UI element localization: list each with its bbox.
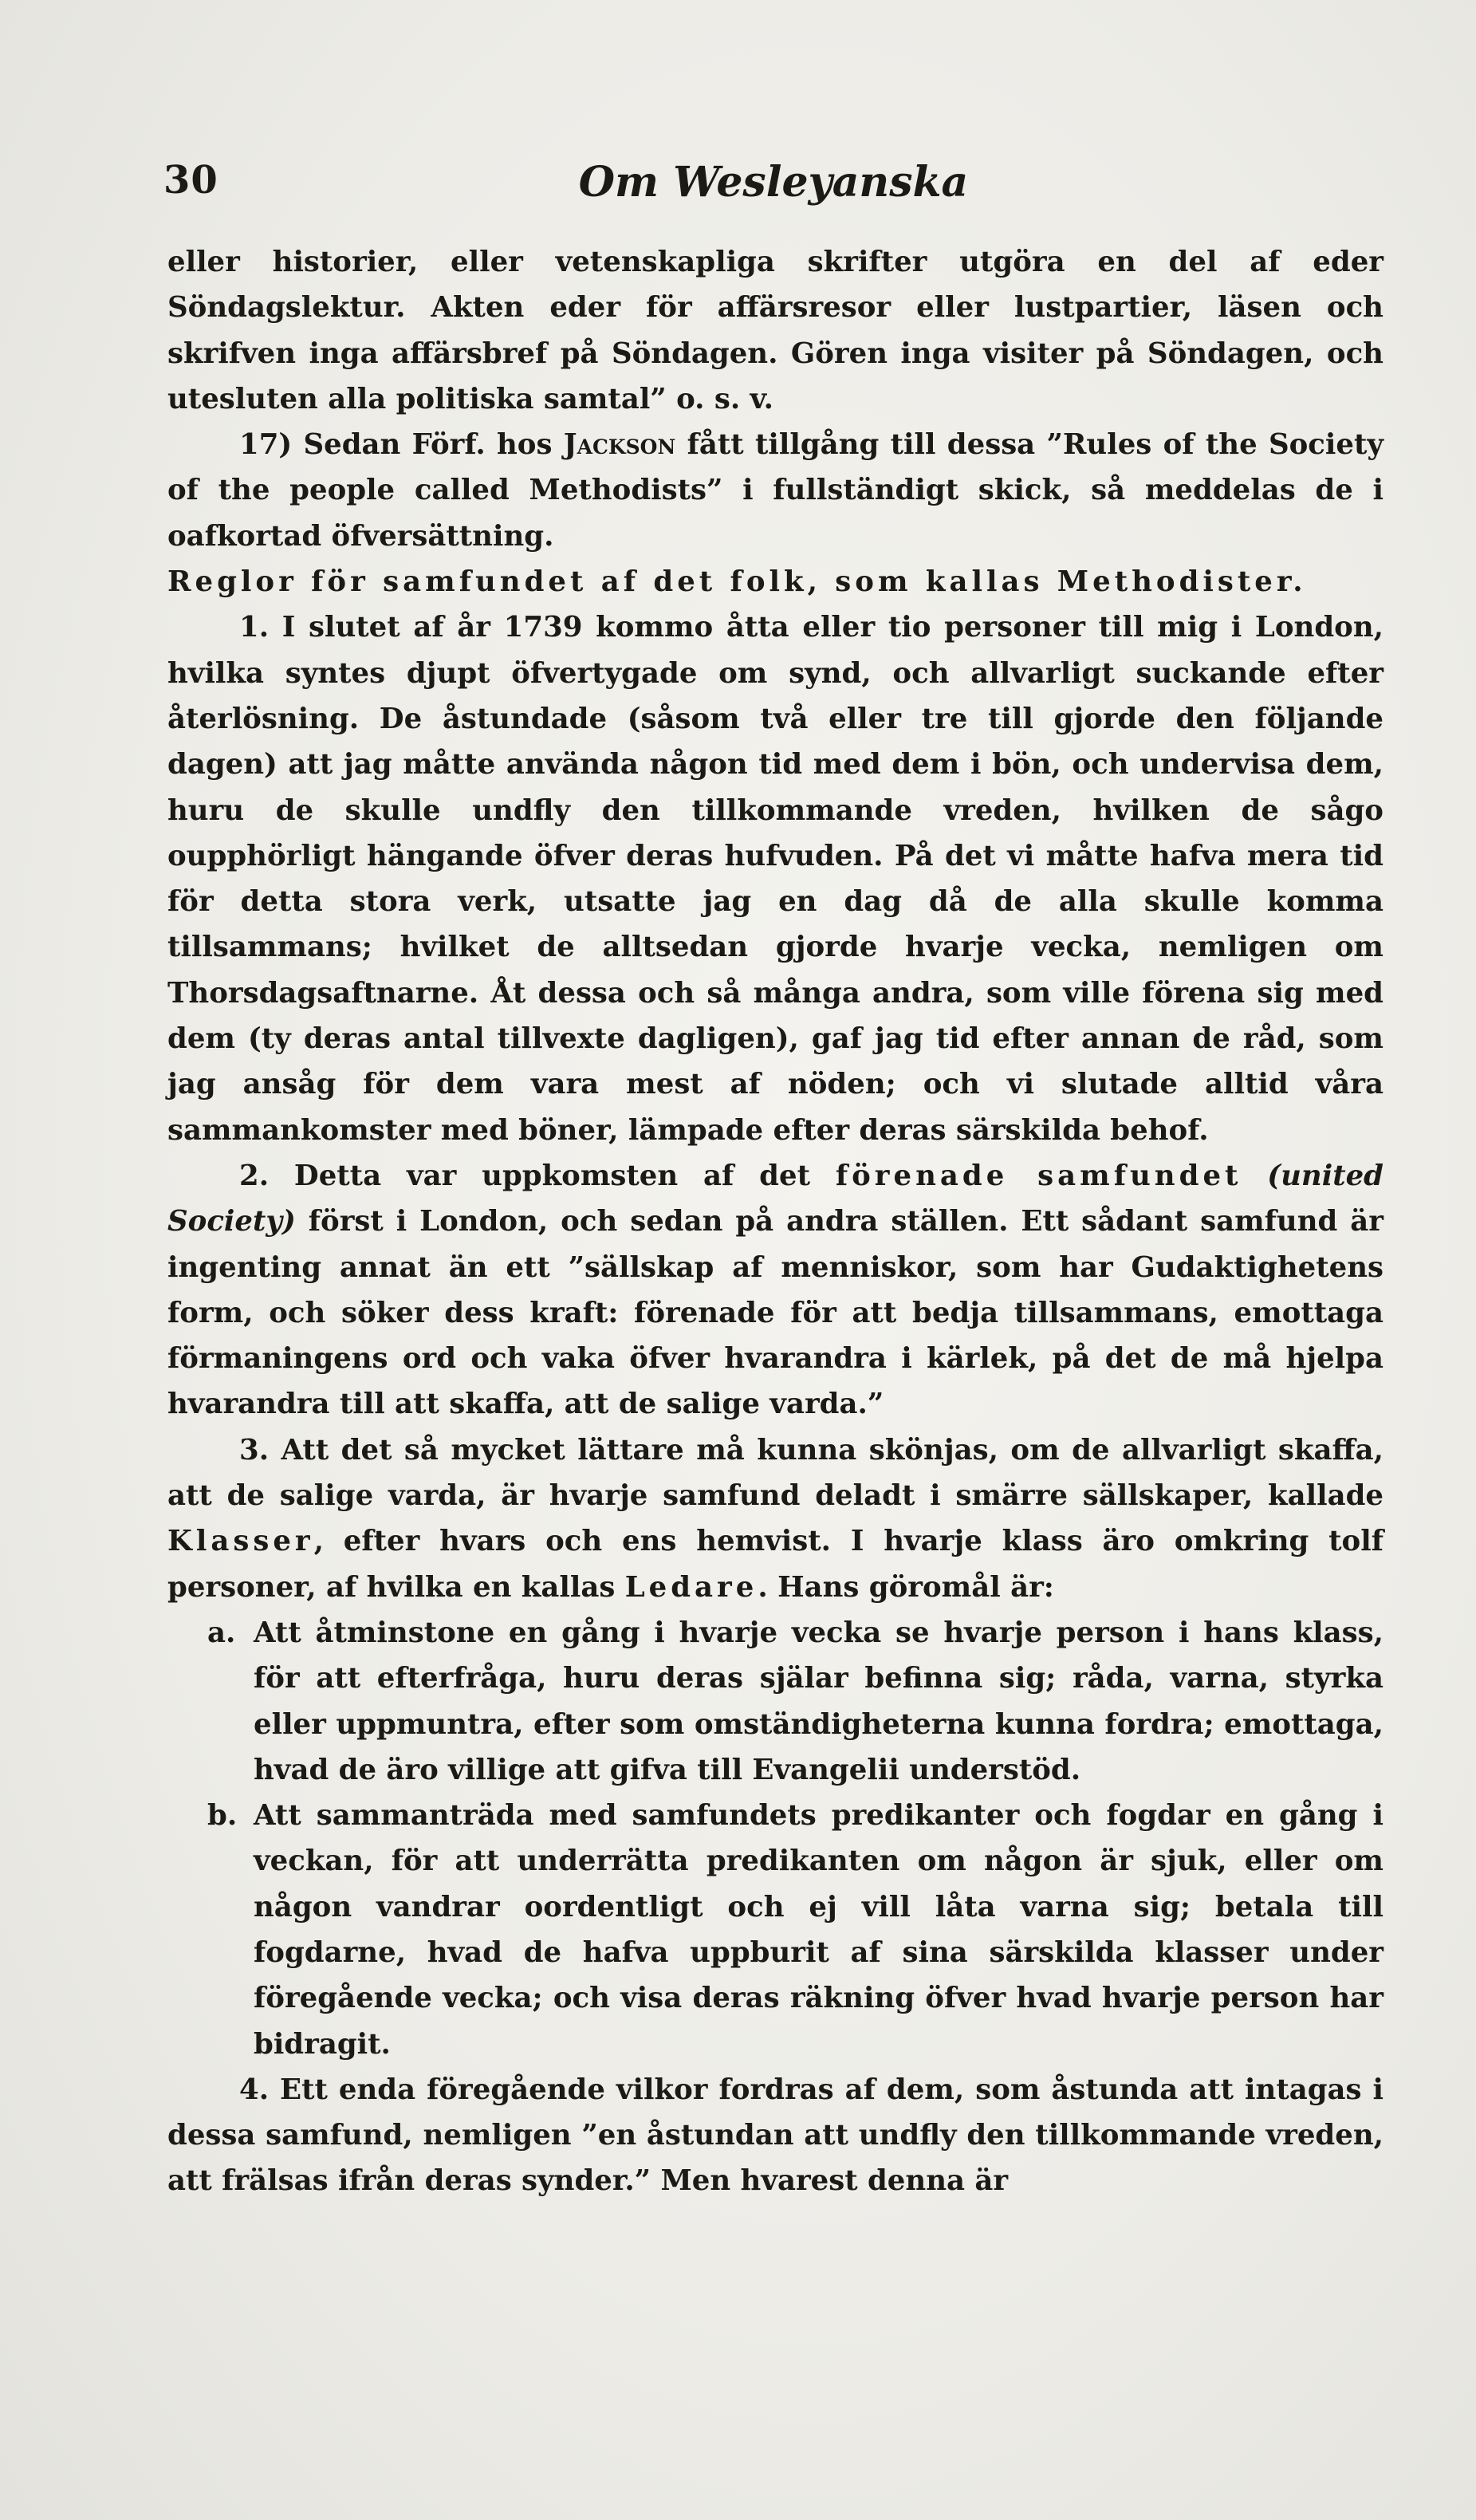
- page-number: 30: [163, 158, 218, 203]
- rule-2-italic-term: (united Society): [167, 1159, 1384, 1238]
- paragraph-continued: eller historier, eller vetenskapliga skrifter utgöra en del af eder Söndagslektur. Akten eder för affärsresor eller lustpartier, läsen och skrifven inga affärsbref på Söndagen. Gören inga visiter på Söndagen, och utesluten alla politiska samtal” o. s. v.: [167, 246, 1384, 415]
- sub-item-a-text: Att åtminstone en gång i hvarje vecka se hvarje person i hans klass, för att efterfråga, huru deras själar befinna sig; råda, varna, styrka eller uppmuntra, efter som omständigheterna kunna fordra; emottaga, hvad de äro villige att gifva till Evangelii understöd.: [254, 1616, 1384, 1786]
- term-ledare: Ledare: [624, 1570, 758, 1604]
- sub-item-a-mark: a.: [207, 1616, 236, 1649]
- rule-2-rest: först i London, och sedan på andra ställen. Ett sådant samfund är ingenting annat än ett ”sällskap af menniskor, som har Gudaktighetens form, och söker dess kraft: förenade för att bedja tillsammans, emottaga förmaningens ord och vaka öfver hvarandra i kärlek, på det de må hjelpa hvarandra till att skaffa, att de salige varda.”: [167, 1205, 1384, 1421]
- term-klasser: Klasser: [167, 1525, 314, 1558]
- rule-3-start: 3. Att det så mycket lättare må kunna skönjas, om de allvarligt skaffa, att de salige varda, är hvarje samfund deladt i smärre sällskaper, kallade: [167, 1433, 1384, 1513]
- sub-item-b: [167, 1793, 1384, 2067]
- rule-1: 1. I slutet af år 1739 kommo åtta eller tio personer till mig i London, hvilka syntes djupt öfvertygade om synd, och allvarligt suckande efter återlösning. De åstundade (såsom två eller tre till gjorde den följande dagen) att jag måtte använda någon tid med dem i bön, och undervisa dem, huru de skulle undfly den tillkommande vreden, hvilken de sågo oupphörligt hängande öfver deras hufvuden. På det vi måtte hafva mera tid för detta stora verk, utsatte jag en dag då de alla skulle komma tillsammans; hvilket de alltsedan gjorde hvarje vecka, nemligen om Thorsdagsaftnarne. Åt dessa och så många andra, som ville förena sig med dem (ty deras antal tillvexte dagligen), gaf jag tid efter annan de råd, som jag ansåg för dem vara mest af nöden; och vi slutade alltid våra sammankomster med böner, lämpade efter deras särskilda behof.: [167, 611, 1384, 1147]
- page-header: [163, 158, 1384, 214]
- rule-2-start: 2. Detta var uppkomsten af det: [239, 1159, 810, 1192]
- footnote-17-start: 17) Sedan Förf. hos: [239, 428, 553, 462]
- rule-2-spaced-term: förenade samfundet: [835, 1159, 1242, 1192]
- rule-3-middle: , efter hvars och ens hemvist. I hvarje klass äro omkring tolf personer, af hvilka en kallas: [167, 1525, 1384, 1604]
- rule-4: 4. Ett enda föregående vilkor fordras af dem, som åstunda att intagas i dessa samfund, nemligen ”en åstundan att undfly den tillkommande vreden, att frälsas ifrån deras synder.” Men hvarest denna är: [167, 2073, 1384, 2198]
- author-name: Jackson: [563, 428, 676, 462]
- rule-2: [167, 1153, 1384, 1427]
- rule-3: [167, 1427, 1384, 1610]
- rule-3-end: . Hans göromål är:: [758, 1570, 1054, 1604]
- sub-item-b-text: Att sammanträda med samfundets predikanter och fogdar en gång i veckan, för att underrätta predikanten om någon är sjuk, eller om någon vandrar oordentligt och ej vill låta varna sig; betala till fogdarne, hvad de hafva uppburit af sina särskilda klasser under föregående vecka; och visa deras räkning öfver hvad hvarje person har bidragit.: [254, 1799, 1384, 2061]
- body-text: [167, 239, 1384, 2204]
- footnote-17: [167, 422, 1384, 559]
- sub-item-b-mark: b.: [207, 1799, 238, 1833]
- footnote-17-rest: fått tillgång till dessa ”Rules of the Society of the people called Methodists” i fullständigt skick, så meddelas de i oafkortad öfversättning.: [167, 428, 1384, 553]
- running-title: Om Wesleyanska: [578, 158, 969, 207]
- sub-item-a: [167, 1610, 1384, 1793]
- rules-heading: Reglor för samfundet af det folk, som kallas Methodister.: [167, 565, 1307, 599]
